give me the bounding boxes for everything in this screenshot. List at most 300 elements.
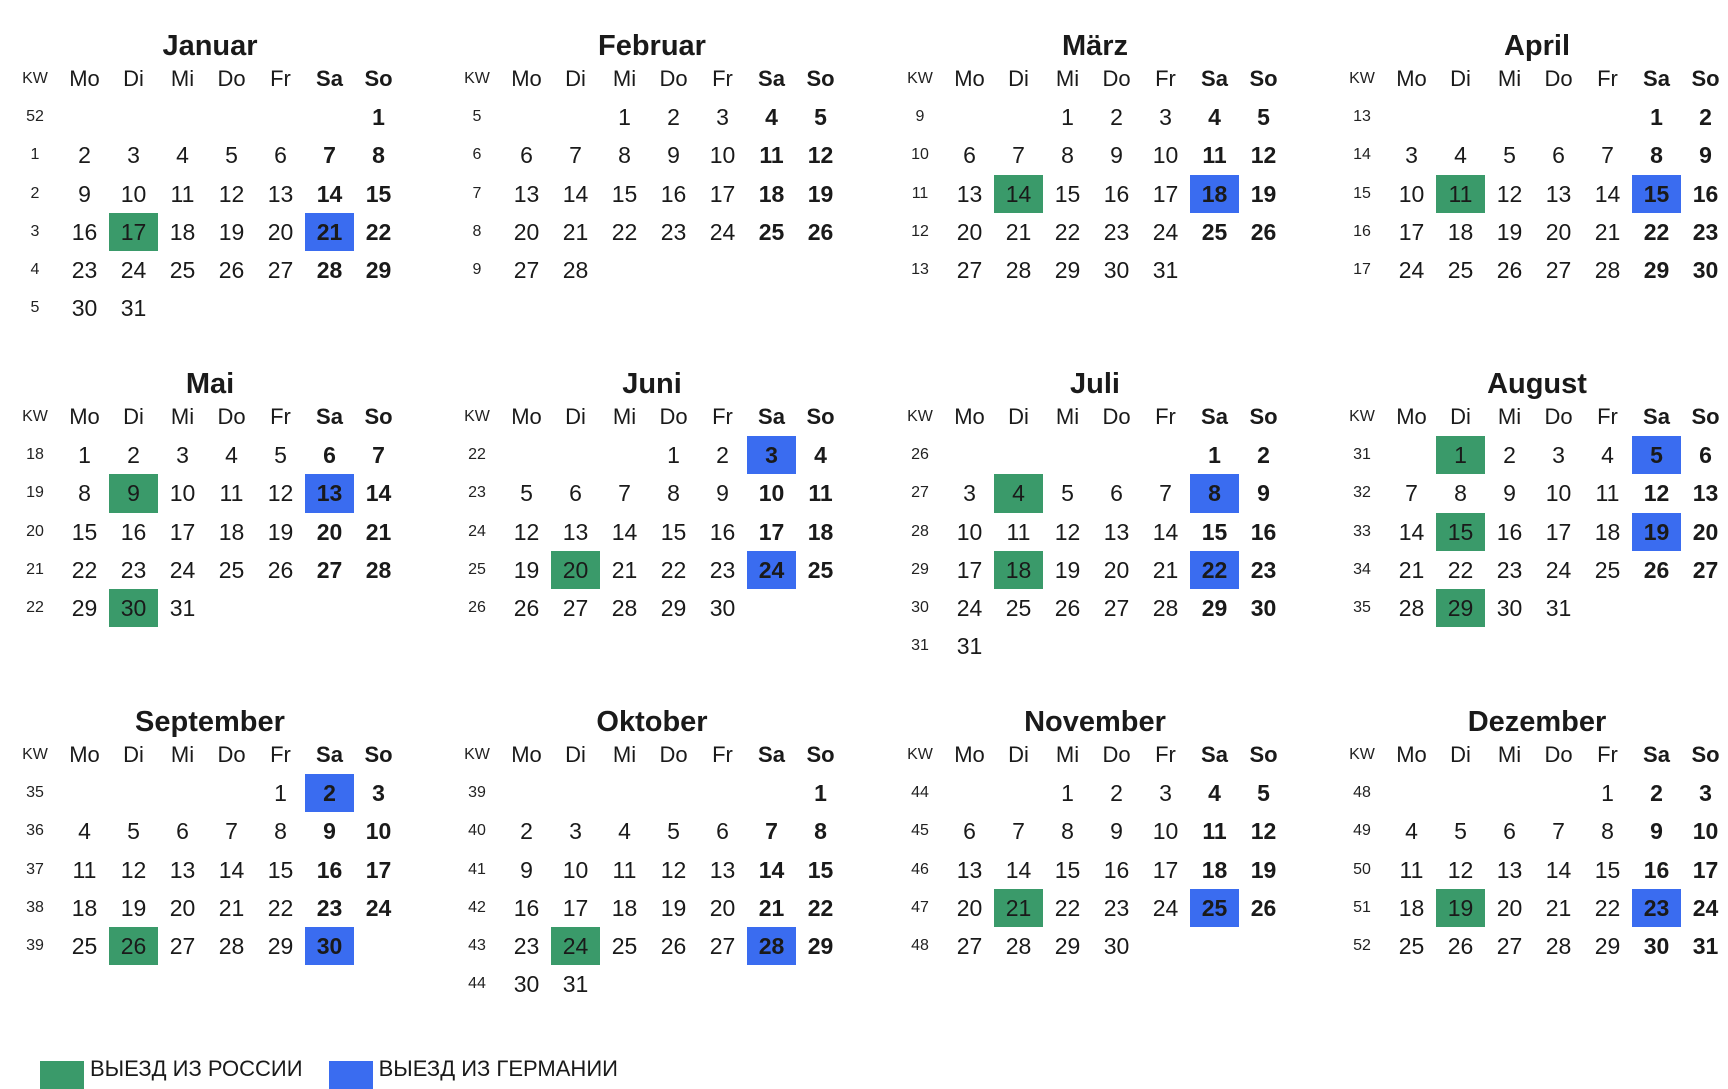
day-cell: 1: [618, 104, 631, 131]
day-cell: 4: [765, 104, 778, 131]
day-cell: 25: [1398, 933, 1425, 960]
empty-cell: [1043, 436, 1092, 474]
weekday-header: Fr: [712, 742, 733, 768]
day-cell: 25: [611, 933, 638, 960]
weekday-header: Sa: [316, 404, 343, 430]
day-cell: 18: [1398, 894, 1425, 921]
week-row: [895, 251, 1288, 289]
empty-cell: [1681, 589, 1728, 627]
weekday-header: Mi: [612, 66, 637, 92]
month-märz: [895, 30, 1295, 350]
month-juni: [452, 368, 852, 688]
week-number: 38: [26, 898, 44, 916]
day-cell: 10: [169, 480, 196, 507]
empty-cell: [502, 98, 551, 136]
day-cell: 5: [1061, 480, 1074, 507]
day-cell: 5: [814, 104, 827, 131]
week-number: 29: [911, 560, 929, 578]
day-cell: 21: [1152, 556, 1179, 583]
day-cell: 21: [1594, 218, 1621, 245]
day-cell: 22: [611, 218, 638, 245]
empty-cell: [1239, 927, 1288, 965]
day-cell: 22: [1054, 894, 1081, 921]
day-cell: 22: [1594, 894, 1621, 921]
weekday-header: Do: [217, 66, 246, 92]
day-cell: 7: [618, 480, 631, 507]
day-cell: 27: [1496, 933, 1523, 960]
week-row: [895, 774, 1288, 812]
weekday-header: Mo: [511, 742, 542, 768]
week-number: 22: [468, 446, 486, 464]
day-cell: 24: [365, 894, 392, 921]
week-number: 26: [911, 446, 929, 464]
empty-cell: [649, 251, 698, 289]
day-cell: 16: [1250, 518, 1277, 545]
week-number: 44: [911, 784, 929, 802]
day-cell: 23: [709, 556, 736, 583]
day-cell: 7: [225, 818, 238, 845]
weekday-header: So: [806, 742, 835, 768]
day-cell: 5: [1454, 818, 1467, 845]
month-august: [1337, 368, 1728, 688]
weekday-header: Fr: [1155, 742, 1176, 768]
day-cell: 27: [562, 595, 589, 622]
legend: [40, 1058, 644, 1080]
week-number: 41: [468, 860, 486, 878]
empty-cell: [1190, 927, 1239, 965]
month-grid: [895, 60, 1288, 289]
empty-cell: [551, 98, 600, 136]
day-cell-germany-exit: 21: [305, 213, 354, 251]
day-cell: 5: [225, 142, 238, 169]
month-title: April: [1503, 30, 1571, 62]
weekday-header: Fr: [1155, 404, 1176, 430]
day-cell: 12: [1250, 818, 1277, 845]
day-cell-germany-exit: 23: [1632, 889, 1681, 927]
day-cell: 29: [807, 933, 834, 960]
day-cell: 14: [758, 856, 785, 883]
day-cell: 20: [1496, 894, 1523, 921]
day-cell: 14: [365, 480, 392, 507]
day-cell: 11: [170, 180, 195, 207]
day-cell: 26: [660, 933, 687, 960]
day-cell: 13: [1496, 856, 1523, 883]
weekday-header: Do: [217, 404, 246, 430]
day-cell: 3: [127, 142, 140, 169]
day-cell: 11: [759, 142, 784, 169]
weekday-header: Mi: [1497, 404, 1522, 430]
day-cell: 9: [667, 142, 680, 169]
empty-cell: [207, 98, 256, 136]
day-cell: 8: [814, 818, 827, 845]
day-cell: 31: [956, 633, 983, 660]
empty-cell: [945, 436, 994, 474]
day-cell: 19: [807, 180, 834, 207]
weekday-header: Do: [1544, 66, 1573, 92]
day-cell: 31: [169, 595, 196, 622]
day-cell: 4: [176, 142, 189, 169]
weekday-header: Fr: [712, 66, 733, 92]
empty-cell: [1239, 627, 1288, 665]
day-cell: 17: [1152, 180, 1179, 207]
weekday-header: Mo: [69, 404, 100, 430]
day-cell-russia-exit: 29: [1436, 589, 1485, 627]
weekday-header: Mo: [511, 404, 542, 430]
day-cell-russia-exit: 20: [551, 551, 600, 589]
day-cell: 14: [218, 856, 245, 883]
week-number: 51: [1353, 898, 1371, 916]
day-cell: 30: [1103, 257, 1130, 284]
empty-cell: [158, 774, 207, 812]
empty-cell: [994, 774, 1043, 812]
day-cell: 20: [513, 218, 540, 245]
day-cell: 22: [1447, 556, 1474, 583]
day-cell-germany-exit: 19: [1632, 513, 1681, 551]
day-cell: 1: [1061, 780, 1074, 807]
week-row: [895, 627, 1288, 665]
empty-cell: [698, 774, 747, 812]
day-cell: 17: [1692, 856, 1719, 883]
day-cell-russia-exit: 1: [1436, 436, 1485, 474]
day-cell: 21: [365, 518, 392, 545]
day-cell-russia-exit: 24: [551, 927, 600, 965]
day-cell: 26: [218, 257, 245, 284]
empty-cell: [600, 251, 649, 289]
day-cell: 14: [1005, 856, 1032, 883]
day-cell: 12: [120, 856, 147, 883]
weekday-header-row: [895, 736, 1288, 774]
week-number: 2: [30, 184, 40, 202]
month-dezember: [1337, 706, 1728, 1026]
day-cell: 21: [218, 894, 245, 921]
week-number: 5: [472, 108, 482, 126]
empty-cell: [305, 289, 354, 327]
day-cell: 9: [716, 480, 729, 507]
day-cell: 12: [1496, 180, 1523, 207]
day-cell-germany-exit: 8: [1190, 474, 1239, 512]
day-cell: 10: [956, 518, 983, 545]
week-number: 21: [26, 560, 44, 578]
day-cell: 7: [1552, 818, 1565, 845]
kw-header: KW: [22, 408, 48, 426]
day-cell: 24: [956, 595, 983, 622]
weekday-header: Fr: [270, 742, 291, 768]
month-april: [1337, 30, 1728, 350]
weekday-header: Mo: [954, 404, 985, 430]
day-cell: 15: [365, 180, 392, 207]
day-cell: 21: [562, 218, 589, 245]
week-row: [1337, 213, 1728, 251]
empty-cell: [796, 965, 845, 1003]
empty-cell: [551, 436, 600, 474]
day-cell: 2: [1650, 780, 1663, 807]
day-cell: 19: [1250, 856, 1277, 883]
day-cell: 20: [169, 894, 196, 921]
day-cell: 17: [758, 518, 785, 545]
week-row: [452, 474, 845, 512]
month-title: Oktober: [596, 706, 708, 738]
day-cell: 21: [611, 556, 638, 583]
day-cell: 26: [1496, 257, 1523, 284]
day-cell: 3: [1552, 442, 1565, 469]
day-cell: 18: [807, 518, 834, 545]
week-row: [452, 851, 845, 889]
day-cell: 21: [1398, 556, 1425, 583]
day-cell: 10: [1545, 480, 1572, 507]
day-cell: 13: [562, 518, 589, 545]
day-cell: 14: [611, 518, 638, 545]
day-cell: 10: [1152, 818, 1179, 845]
day-cell: 13: [513, 180, 540, 207]
day-cell: 2: [1699, 104, 1712, 131]
empty-cell: [158, 289, 207, 327]
weekday-header: Fr: [1597, 404, 1618, 430]
day-cell: 13: [169, 856, 196, 883]
week-row: [10, 289, 403, 327]
day-cell: 28: [562, 257, 589, 284]
day-cell: 13: [956, 856, 983, 883]
day-cell: 5: [520, 480, 533, 507]
day-cell: 4: [1405, 818, 1418, 845]
day-cell: 19: [513, 556, 540, 583]
day-cell: 6: [323, 442, 336, 469]
day-cell: 11: [72, 856, 97, 883]
weekday-header-row: [10, 398, 403, 436]
week-number: 16: [1353, 222, 1371, 240]
day-cell: 4: [1454, 142, 1467, 169]
empty-cell: [109, 774, 158, 812]
month-title: Juli: [1070, 368, 1120, 400]
month-title: März: [1061, 30, 1129, 62]
day-cell: 4: [1208, 780, 1221, 807]
week-number: 8: [472, 222, 482, 240]
week-number: 12: [911, 222, 929, 240]
weekday-header: So: [806, 404, 835, 430]
day-cell: 27: [956, 257, 983, 284]
week-number: 15: [1353, 184, 1371, 202]
day-cell: 1: [1061, 104, 1074, 131]
empty-cell: [354, 589, 403, 627]
week-row: [1337, 175, 1728, 213]
week-number: 52: [26, 108, 44, 126]
day-cell: 5: [667, 818, 680, 845]
day-cell: 3: [716, 104, 729, 131]
day-cell: 4: [1601, 442, 1614, 469]
week-row: [10, 551, 403, 589]
weekday-header: Do: [1102, 742, 1131, 768]
week-row: [452, 175, 845, 213]
month-title: Februar: [598, 30, 706, 62]
day-cell: 7: [1601, 142, 1614, 169]
day-cell: 13: [1545, 180, 1572, 207]
day-cell: 7: [1159, 480, 1172, 507]
week-number: 27: [911, 484, 929, 502]
day-cell: 23: [1250, 556, 1277, 583]
day-cell: 19: [1250, 180, 1277, 207]
day-cell-russia-exit: 15: [1436, 513, 1485, 551]
weekday-header: Do: [217, 742, 246, 768]
week-number: 20: [26, 522, 44, 540]
kw-header: KW: [907, 408, 933, 426]
month-grid: [1337, 736, 1728, 965]
empty-cell: [109, 98, 158, 136]
week-row: [452, 98, 845, 136]
month-september: [10, 706, 410, 1026]
week-number: 1: [30, 146, 40, 164]
day-cell: 16: [1643, 856, 1670, 883]
week-number: 32: [1353, 484, 1371, 502]
week-number: 11: [911, 184, 929, 202]
week-number: 35: [26, 784, 44, 802]
day-cell: 28: [1005, 257, 1032, 284]
week-number: 13: [911, 261, 929, 279]
empty-cell: [994, 627, 1043, 665]
week-number: 34: [1353, 560, 1371, 578]
month-januar: [10, 30, 410, 350]
day-cell: 9: [520, 856, 533, 883]
day-cell: 16: [316, 856, 343, 883]
week-number: 23: [468, 484, 486, 502]
day-cell: 9: [1110, 818, 1123, 845]
day-cell: 26: [1643, 556, 1670, 583]
month-mai: [10, 368, 410, 688]
day-cell: 31: [1152, 257, 1179, 284]
weekday-header-row: [452, 736, 845, 774]
week-number: 24: [468, 522, 486, 540]
empty-cell: [698, 965, 747, 1003]
day-cell: 28: [611, 595, 638, 622]
day-cell: 6: [963, 142, 976, 169]
day-cell: 30: [71, 295, 98, 322]
day-cell: 6: [569, 480, 582, 507]
weekday-header: Mi: [612, 404, 637, 430]
week-row: [895, 589, 1288, 627]
day-cell: 28: [1005, 933, 1032, 960]
empty-cell: [747, 774, 796, 812]
week-row: [1337, 513, 1728, 551]
week-number: 52: [1353, 937, 1371, 955]
day-cell: 27: [1545, 257, 1572, 284]
empty-cell: [256, 589, 305, 627]
weekday-header: Mi: [1497, 66, 1522, 92]
weekday-header-row: [452, 60, 845, 98]
week-number: 13: [1353, 108, 1371, 126]
week-number: 46: [911, 860, 929, 878]
day-cell: 17: [709, 180, 736, 207]
day-cell: 4: [814, 442, 827, 469]
empty-cell: [1190, 251, 1239, 289]
week-number: 26: [468, 599, 486, 617]
day-cell: 24: [1692, 894, 1719, 921]
week-row: [10, 474, 403, 512]
day-cell-russia-exit: 11: [1436, 175, 1485, 213]
day-cell: 7: [1405, 480, 1418, 507]
day-cell: 15: [1054, 180, 1081, 207]
day-cell: 12: [267, 480, 294, 507]
empty-cell: [1436, 774, 1485, 812]
day-cell: 22: [1643, 218, 1670, 245]
day-cell: 26: [1054, 595, 1081, 622]
week-number: 28: [911, 522, 929, 540]
day-cell: 15: [611, 180, 638, 207]
day-cell-germany-exit: 18: [1190, 175, 1239, 213]
month-grid: [10, 736, 403, 965]
kw-header: KW: [22, 70, 48, 88]
weekday-header: Sa: [1201, 66, 1228, 92]
week-row: [1337, 812, 1728, 850]
day-cell: 1: [372, 104, 385, 131]
day-cell: 1: [1601, 780, 1614, 807]
day-cell: 3: [963, 480, 976, 507]
week-row: [452, 251, 845, 289]
day-cell: 20: [956, 218, 983, 245]
weekday-header: Mo: [1396, 742, 1427, 768]
week-row: [1337, 927, 1728, 965]
week-number: 3: [30, 222, 40, 240]
day-cell: 1: [78, 442, 91, 469]
empty-cell: [945, 774, 994, 812]
day-cell: 10: [709, 142, 736, 169]
day-cell: 7: [569, 142, 582, 169]
day-cell: 21: [1005, 218, 1032, 245]
day-cell: 10: [562, 856, 589, 883]
day-cell: 26: [1250, 894, 1277, 921]
weekday-header: Do: [1544, 742, 1573, 768]
day-cell: 25: [1594, 556, 1621, 583]
day-cell: 2: [716, 442, 729, 469]
weekday-header: Sa: [758, 66, 785, 92]
kw-header: KW: [907, 746, 933, 764]
weekday-header: Do: [659, 742, 688, 768]
day-cell: 19: [660, 894, 687, 921]
day-cell: 12: [1643, 480, 1670, 507]
day-cell: 28: [1594, 257, 1621, 284]
empty-cell: [649, 774, 698, 812]
week-number: 5: [30, 299, 40, 317]
day-cell: 2: [1257, 442, 1270, 469]
day-cell: 29: [71, 595, 98, 622]
day-cell: 19: [267, 518, 294, 545]
week-row: [452, 213, 845, 251]
empty-cell: [1141, 436, 1190, 474]
week-number: 43: [468, 937, 486, 955]
day-cell: 10: [758, 480, 785, 507]
weekday-header: Sa: [758, 404, 785, 430]
day-cell: 1: [1208, 442, 1221, 469]
week-row: [452, 436, 845, 474]
empty-cell: [698, 251, 747, 289]
week-row: [10, 889, 403, 927]
empty-cell: [1092, 627, 1141, 665]
day-cell: 28: [316, 257, 343, 284]
week-number: 39: [26, 937, 44, 955]
weekday-header-row: [452, 398, 845, 436]
weekday-header: So: [806, 66, 835, 92]
day-cell: 2: [1110, 104, 1123, 131]
week-number: 50: [1353, 860, 1371, 878]
day-cell-russia-exit: 4: [994, 474, 1043, 512]
day-cell: 13: [267, 180, 294, 207]
day-cell: 26: [807, 218, 834, 245]
weekday-header: Di: [1008, 742, 1029, 768]
day-cell: 15: [807, 856, 834, 883]
weekday-header: Di: [1450, 742, 1471, 768]
week-number: 30: [911, 599, 929, 617]
empty-cell: [747, 589, 796, 627]
day-cell: 23: [660, 218, 687, 245]
day-cell: 24: [1545, 556, 1572, 583]
kw-header: KW: [1349, 408, 1375, 426]
